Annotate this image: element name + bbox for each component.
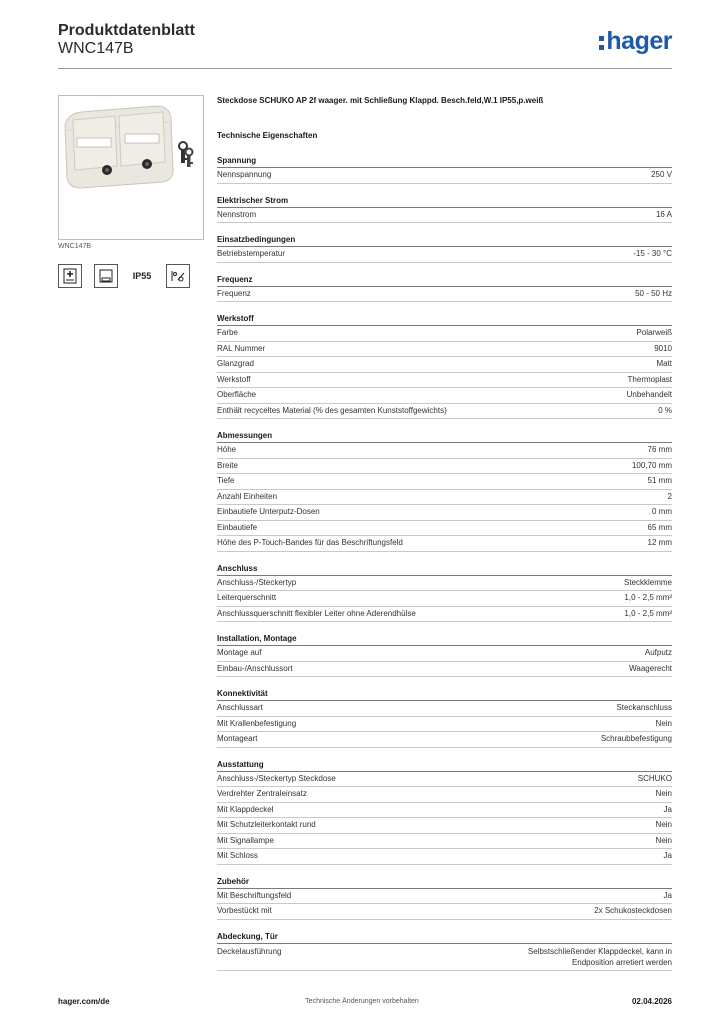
property-row [217, 576, 672, 592]
property-label: Breite [217, 460, 238, 470]
property-value: -15 - 30 °C [633, 249, 672, 258]
property-value: Steckklemme [623, 577, 672, 587]
property-value: 0 % [658, 405, 672, 415]
technical-datasheet [217, 96, 672, 983]
property-label: Nennspannung [217, 170, 272, 179]
group-title: Anschluss [217, 564, 672, 576]
property-row [217, 591, 672, 607]
property-group [217, 275, 672, 303]
property-value: 65 mm [647, 522, 672, 532]
ip-rating-label: IP55 [132, 271, 152, 281]
property-row [217, 889, 672, 905]
product-code: WNC147B [58, 40, 134, 57]
property-row [217, 474, 672, 490]
property-label: Höhe des P-Touch-Bandes für das Beschriftungsfeld [217, 538, 403, 547]
property-row [217, 342, 672, 358]
key-lock-icon [166, 264, 190, 288]
property-label: Farbe [217, 328, 238, 337]
property-row [217, 732, 672, 748]
group-title: Zubehör [217, 877, 672, 889]
property-label: Anschluss-/Steckertyp [217, 577, 297, 587]
document-title: Produktdatenblatt [58, 22, 195, 39]
group-title: Ausstattung [217, 760, 672, 772]
property-value: 0 mm [652, 507, 672, 516]
product-description: Steckdose SCHUKO AP 2f waager. mit Schließung Klappd. Besch.feld,W.1 IP55,p.weiß [217, 96, 544, 105]
property-row [217, 904, 672, 920]
property-label: Anschluss-/Steckertyp Steckdose [217, 773, 336, 783]
property-value: 1,0 - 2,5 mm² [624, 608, 672, 618]
property-value: 2x Schukosteckdosen [594, 906, 672, 915]
property-label: Anschlussart [217, 703, 263, 712]
property-row [217, 772, 672, 788]
feature-icons [58, 264, 190, 288]
property-label: Werkstoff [217, 374, 251, 384]
property-value: Ja [663, 890, 672, 900]
group-title: Werkstoff [217, 314, 672, 326]
footer-date: 02.04.2026 [631, 997, 672, 1006]
property-label: Mit Schutzleiterkontakt rund [217, 820, 316, 829]
property-group [217, 235, 672, 263]
property-group [217, 932, 672, 971]
group-title: Installation, Montage [217, 634, 672, 646]
header-divider [58, 68, 672, 69]
property-value: 76 mm [647, 445, 672, 454]
property-label: Nennstrom [217, 209, 257, 219]
property-label: Glanzgrad [217, 359, 254, 368]
property-group [217, 689, 672, 748]
property-label: Mit Signallampe [217, 835, 274, 845]
property-label: Mit Schloss [217, 851, 258, 860]
property-row [217, 490, 672, 506]
property-row [217, 803, 672, 819]
property-row [217, 662, 672, 678]
group-title: Frequenz [217, 275, 672, 287]
property-row [217, 646, 672, 662]
group-title: Konnektivität [217, 689, 672, 701]
property-group [217, 196, 672, 224]
property-value: 2 [667, 491, 672, 501]
tech-properties-title: Technische Eigenschaften [217, 131, 318, 140]
group-title: Abmessungen [217, 431, 672, 443]
property-value: 9010 [654, 343, 672, 353]
property-group [217, 760, 672, 865]
property-groups [217, 156, 672, 971]
property-label: Verdrehter Zentraleinsatz [217, 789, 307, 798]
property-group [217, 156, 672, 184]
property-row [217, 521, 672, 537]
footer-disclaimer: Technische Änderungen vorbehalten [305, 998, 419, 1005]
property-group [217, 634, 672, 677]
property-value: Waagerecht [629, 663, 672, 673]
group-title: Einsatzbedingungen [217, 235, 672, 247]
property-label: Einbautiefe [217, 522, 258, 532]
property-value: SCHUKO [637, 773, 672, 783]
property-value: Steckanschluss [616, 703, 672, 712]
footer-website: hager.com/de [58, 997, 110, 1006]
property-value: 1,0 - 2,5 mm² [624, 593, 672, 602]
logo-colon-icon [599, 36, 604, 50]
property-value: Schraubbefestigung [600, 734, 672, 743]
page-header [58, 22, 195, 58]
property-label: Anzahl Einheiten [217, 491, 278, 501]
property-label: Mit Krallenbefestigung [217, 718, 297, 728]
property-value: Aufputz [644, 648, 672, 657]
property-row [217, 208, 672, 224]
property-row [217, 404, 672, 420]
property-label: Betriebstemperatur [217, 249, 286, 258]
property-value: Nein [655, 820, 672, 829]
property-value: 51 mm [647, 476, 672, 485]
property-group [217, 877, 672, 920]
property-label: Tiefe [217, 476, 235, 485]
property-label: Mit Beschriftungsfeld [217, 890, 292, 900]
property-label: Oberfläche [217, 390, 257, 399]
property-value: Unbehandelt [626, 390, 672, 399]
property-value: 50 - 50 Hz [635, 288, 672, 298]
property-value: 100,70 mm [631, 460, 672, 470]
property-row [217, 787, 672, 803]
property-row [217, 834, 672, 850]
property-label: Montage auf [217, 648, 262, 657]
product-image [58, 95, 204, 240]
property-label: Enthält recyceltes Material (% des gesamten Kunststoffgewichts) [217, 405, 447, 415]
property-row [217, 168, 672, 184]
property-value: Nein [655, 789, 672, 798]
property-label: Leiterquerschnitt [217, 593, 277, 602]
property-value: Thermoplast [627, 374, 672, 384]
property-row [217, 287, 672, 303]
property-value: 16 A [655, 209, 672, 219]
property-label: RAL Nummer [217, 343, 266, 353]
property-label: Deckelausführung [217, 946, 282, 956]
property-row [217, 607, 672, 623]
image-caption: WNC147B [58, 243, 92, 250]
property-group [217, 564, 672, 623]
group-title: Elektrischer Strom [217, 196, 672, 208]
property-row [217, 505, 672, 521]
property-value: Nein [655, 835, 672, 845]
protection-class-icon [58, 264, 82, 288]
property-row [217, 373, 672, 389]
property-label: Einbau-/Anschlussort [217, 663, 293, 673]
property-value: 250 V [651, 170, 672, 179]
property-row [217, 247, 672, 263]
group-title: Spannung [217, 156, 672, 168]
property-row [217, 944, 672, 971]
property-label: Vorbestückt mit [217, 906, 272, 915]
property-value: Polarweiß [636, 328, 672, 337]
property-group [217, 431, 672, 552]
property-label: Einbautiefe Unterputz-Dosen [217, 507, 320, 516]
property-value: 12 mm [647, 538, 672, 547]
property-value: Matt [656, 359, 672, 368]
property-row [217, 717, 672, 733]
property-group [217, 314, 672, 419]
property-value: Selbstschließender Klappdeckel, kann in Endposition arretiert werden [527, 946, 672, 967]
property-row [217, 818, 672, 834]
property-value: Ja [663, 851, 672, 860]
property-row [217, 459, 672, 475]
ip-rating-icon [130, 264, 154, 288]
property-label: Anschlussquerschnitt flexibler Leiter ohne Aderendhülse [217, 608, 416, 618]
property-label: Montageart [217, 734, 258, 743]
property-value: Ja [663, 804, 672, 814]
property-value: Nein [655, 718, 672, 728]
surface-mount-icon [94, 264, 118, 288]
property-label: Frequenz [217, 288, 251, 298]
property-row [217, 701, 672, 717]
property-row [217, 536, 672, 552]
logo-wordmark: hager [606, 26, 672, 55]
property-row [217, 443, 672, 459]
property-label: Mit Klappdeckel [217, 804, 274, 814]
property-row [217, 849, 672, 865]
property-label: Höhe [217, 445, 237, 454]
group-title: Abdeckung, Tür [217, 932, 672, 944]
property-row [217, 357, 672, 373]
property-row [217, 388, 672, 404]
property-row [217, 326, 672, 342]
hager-logo [599, 27, 672, 55]
